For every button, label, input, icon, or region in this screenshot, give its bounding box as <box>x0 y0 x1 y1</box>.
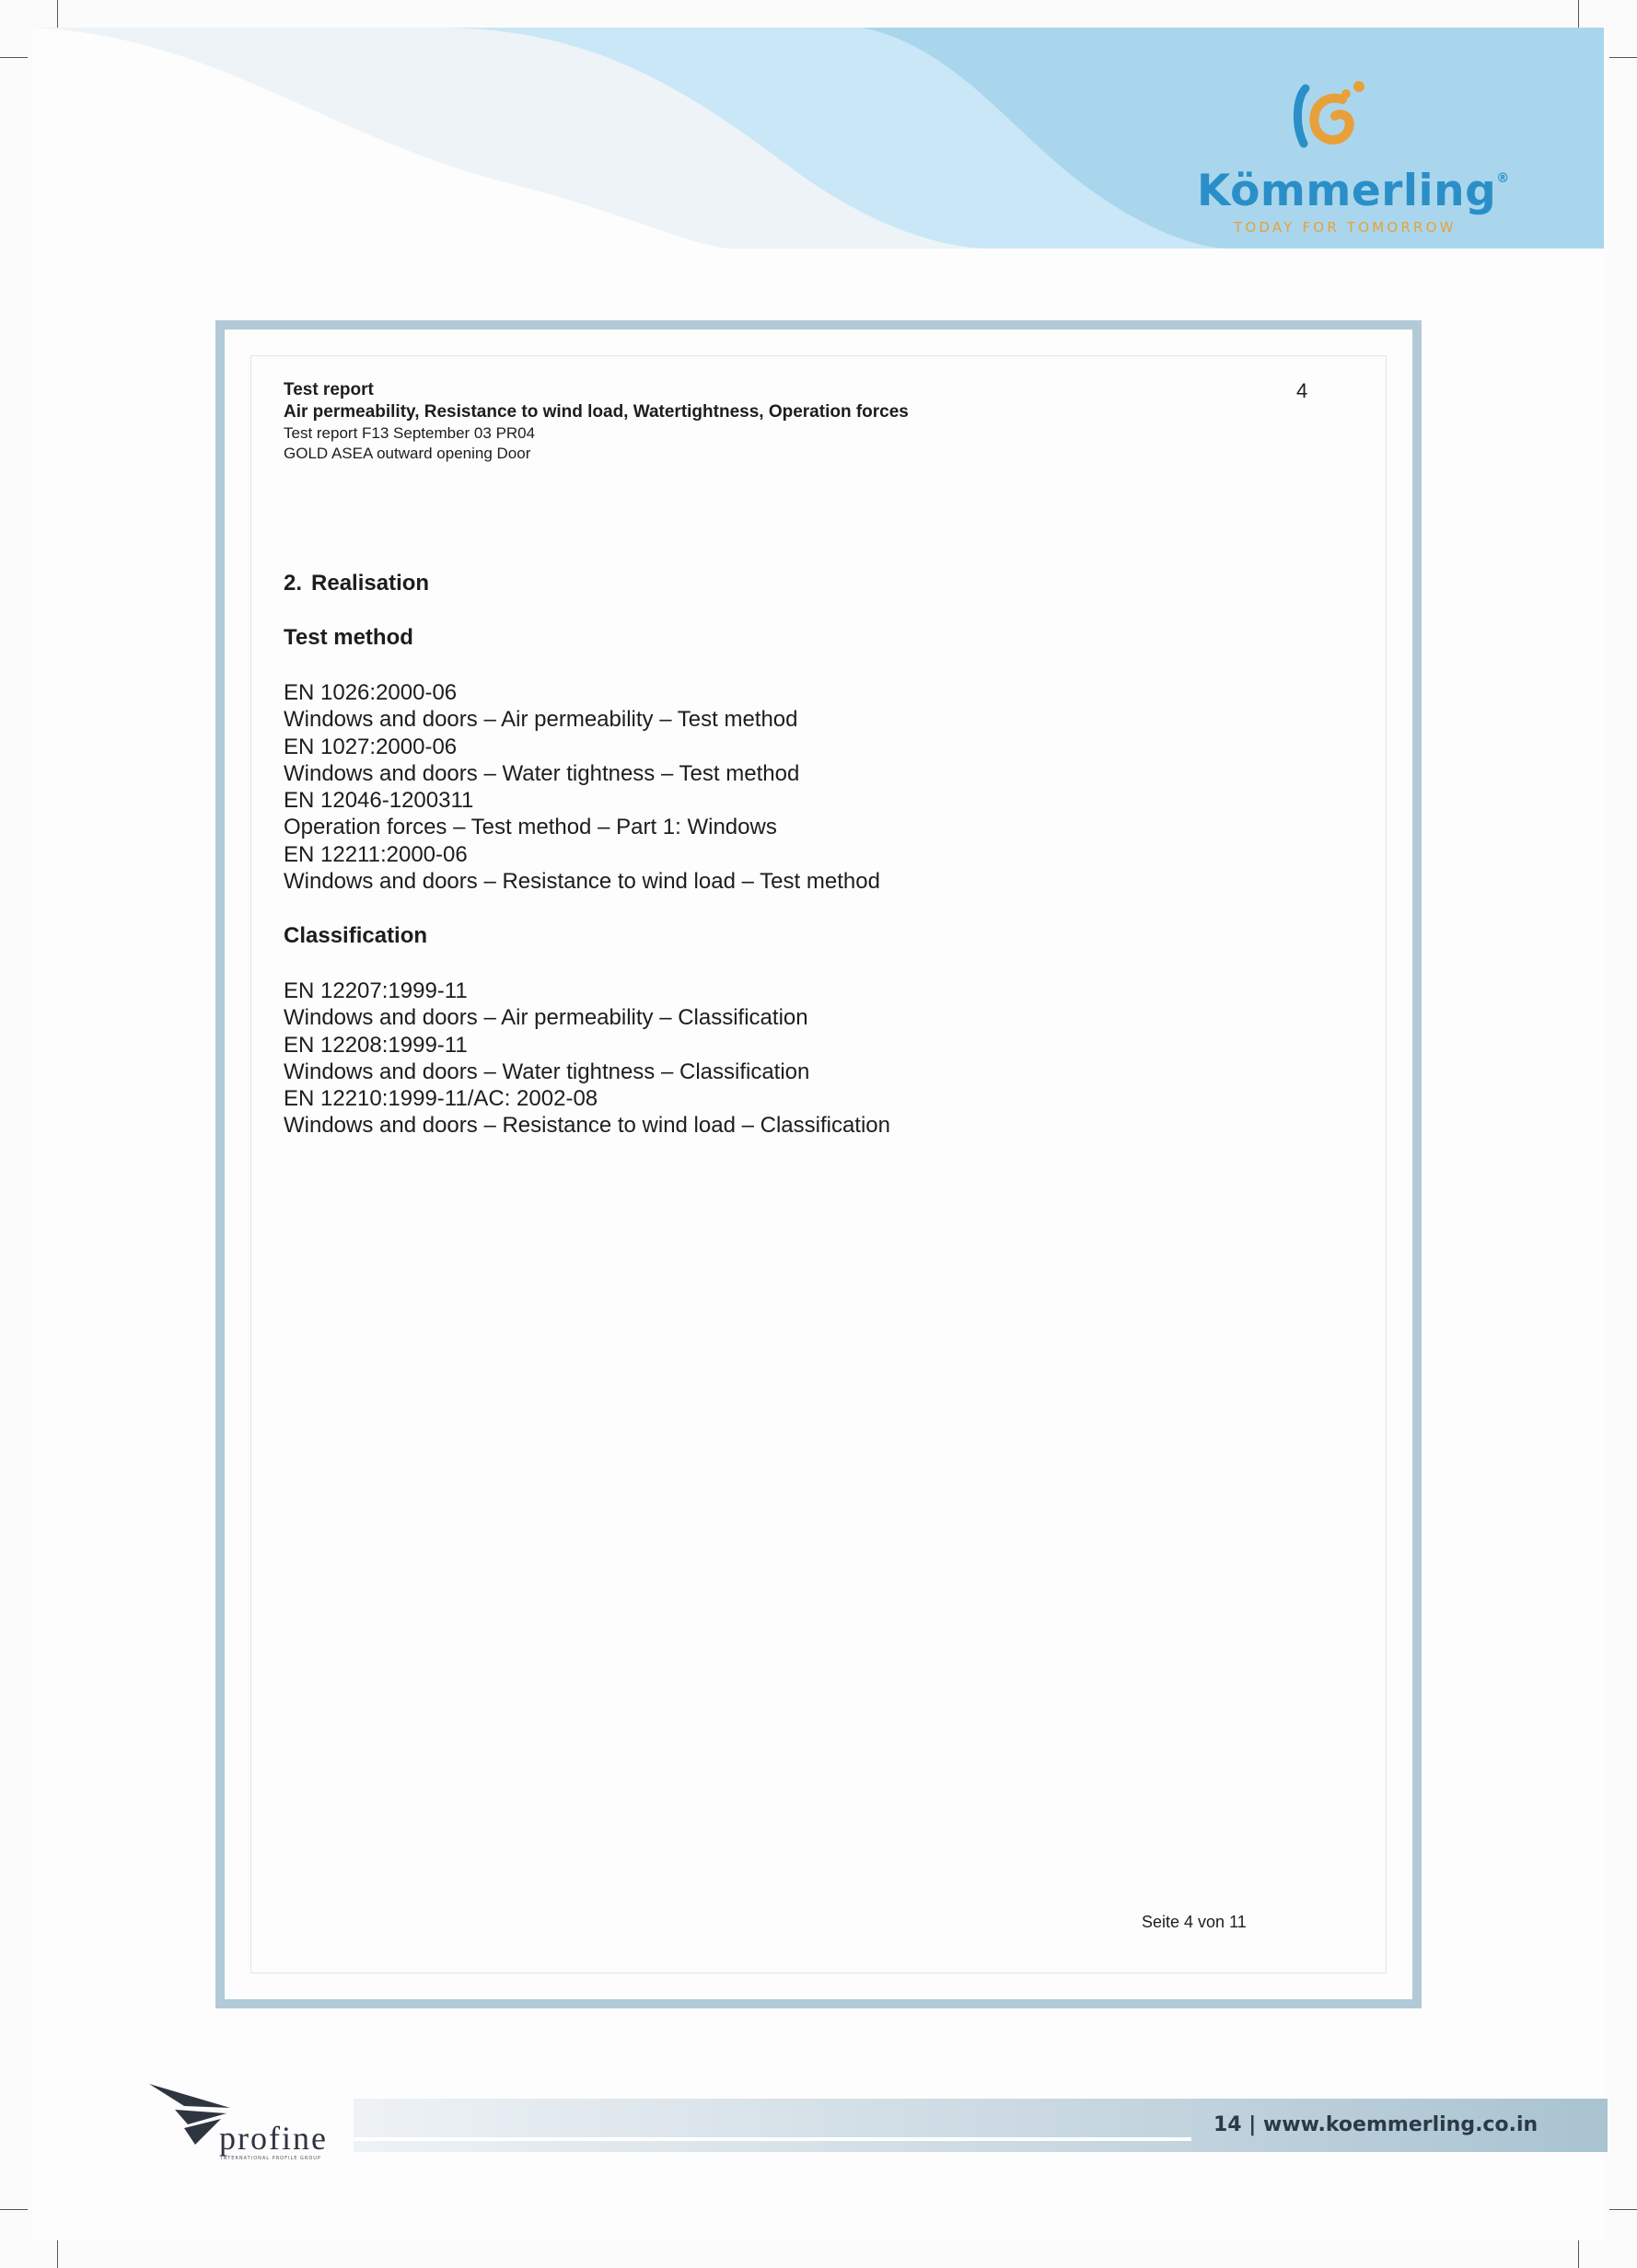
crop-mark <box>1578 2240 1579 2268</box>
profine-wordmark: profine <box>219 2120 328 2157</box>
crop-mark <box>1609 57 1637 58</box>
test-method-list <box>284 679 880 895</box>
list-item: Windows and doors – Resistance to wind load – Classification <box>284 1113 891 1139</box>
list-item: Windows and doors – Air permeability – Classification <box>284 1005 808 1031</box>
classification-block <box>284 923 427 949</box>
list-item: EN 12211:2000-06 <box>284 841 468 867</box>
report-title: Test report <box>284 380 374 399</box>
report-page <box>250 355 1387 1973</box>
report-page-number: 4 <box>1296 379 1308 402</box>
list-item: Windows and doors – Water tightness – Classification <box>284 1059 810 1084</box>
list-item: EN 1026:2000-06 <box>284 680 458 705</box>
profine-tagline: INTERNATIONAL PROFILE GROUP <box>221 2156 321 2161</box>
list-item: Windows and doors – Resistance to wind load – Test method <box>284 869 880 895</box>
crop-mark <box>0 2209 28 2210</box>
classification-heading: Classification <box>284 923 428 948</box>
section-heading <box>284 571 429 596</box>
list-item: EN 12046-1200311 <box>284 788 474 814</box>
crop-mark <box>57 0 58 28</box>
list-item: EN 12210:1999-11/AC: 2002-08 <box>284 1086 598 1112</box>
list-item: Windows and doors – Air permeability – Test method <box>284 707 798 733</box>
crop-mark <box>1609 2209 1637 2210</box>
crop-mark <box>0 57 28 58</box>
list-item: Operation forces – Test method – Part 1: Windows <box>284 815 777 840</box>
registered-mark: ® <box>1496 171 1510 186</box>
report-reference: Test report F13 September 03 PR04 <box>284 424 536 442</box>
test-method-block <box>284 625 413 651</box>
report-subtitle: Air permeability, Resistance to wind load, Watertightness, Operation forces <box>284 402 909 422</box>
list-item: EN 12207:1999-11 <box>284 978 468 1003</box>
brand-tagline: TODAY FOR TOMORROW <box>1234 219 1457 236</box>
report-page-counter: Seite 4 von 11 <box>1142 1913 1247 1931</box>
test-method-heading: Test method <box>284 625 413 650</box>
report-product: GOLD ASEA outward opening Door <box>284 445 531 462</box>
crop-mark <box>1578 0 1579 28</box>
profine-logo <box>147 2082 359 2161</box>
list-item: EN 1027:2000-06 <box>284 734 458 759</box>
kommerling-mark-icon <box>1197 74 1501 166</box>
brand-name: Kömmerling® <box>1197 166 1510 216</box>
section-title: Realisation <box>311 571 430 596</box>
section-number: 2. <box>284 571 303 596</box>
kommerling-logo <box>1197 74 1510 239</box>
classification-list <box>284 978 890 1140</box>
report-header <box>284 379 1324 464</box>
footer-page-url: 14 | www.koemmerling.co.in <box>1213 2113 1538 2136</box>
list-item: Windows and doors – Water tightness – Test method <box>284 760 800 786</box>
list-item: EN 12208:1999-11 <box>284 1032 468 1058</box>
crop-mark <box>57 2240 58 2268</box>
